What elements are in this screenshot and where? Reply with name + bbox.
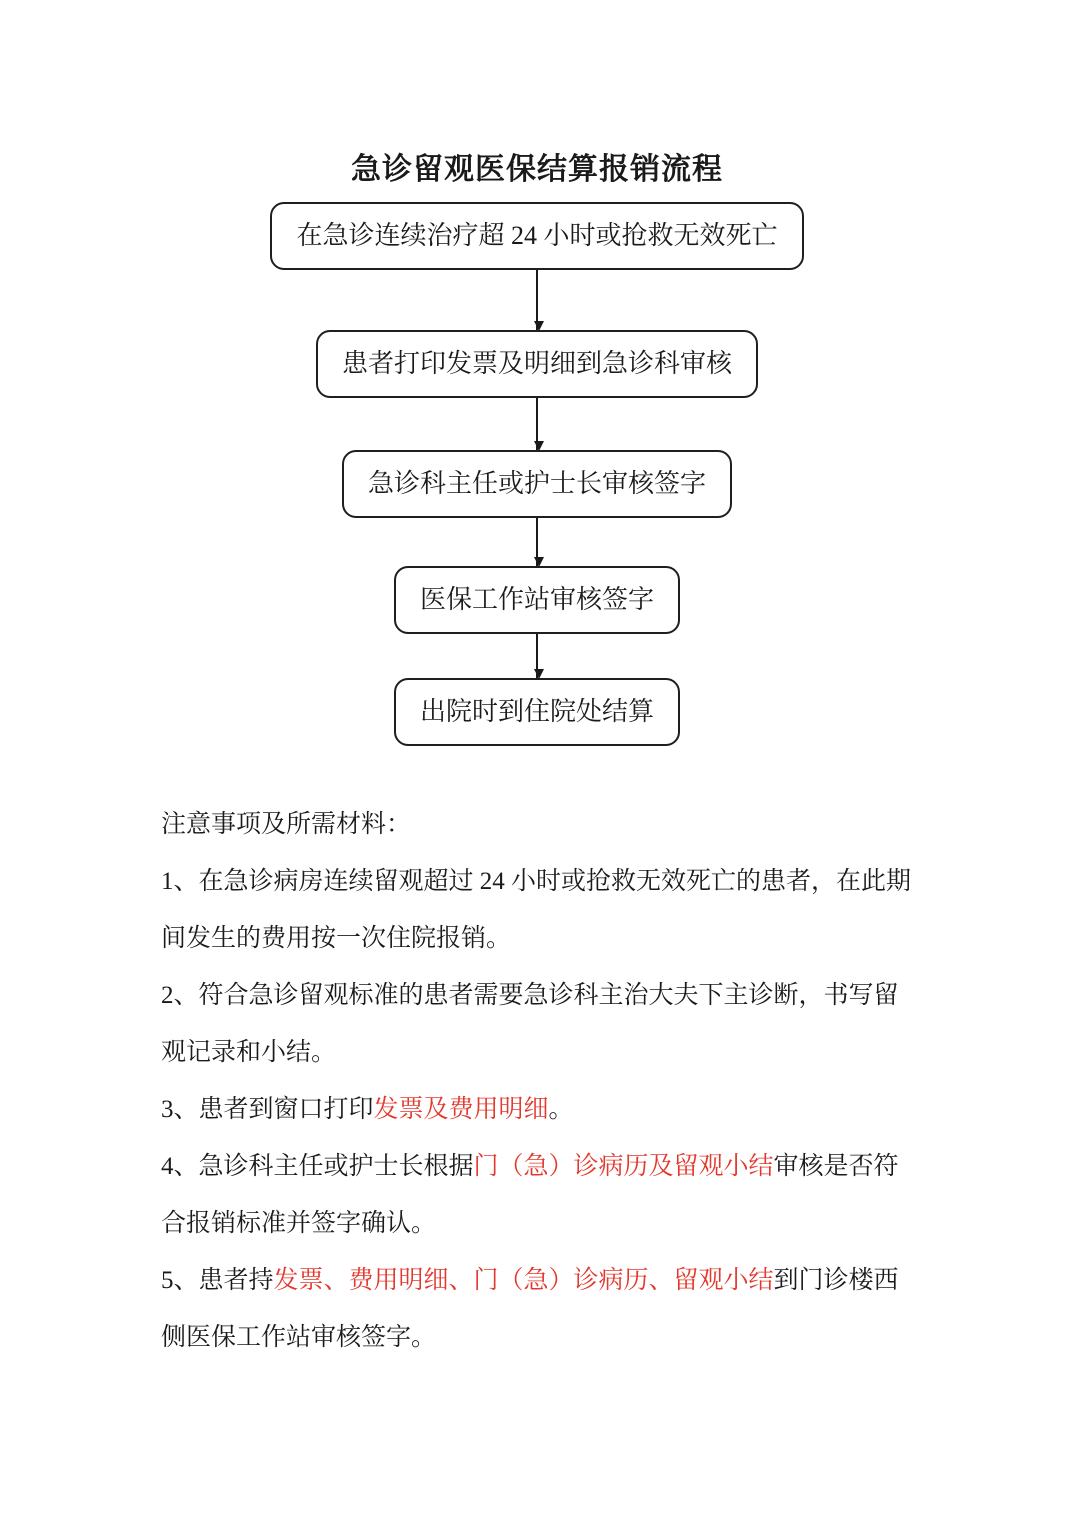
flow-step-4 [394,566,680,634]
note-text: 观记录和小结。 [161,1039,337,1066]
note-item-5-line-2 [161,1309,911,1366]
flow-step-5 [394,678,680,746]
note-item-2-line-1 [161,967,911,1024]
flow-step-1 [270,202,803,270]
note-text-highlight-red: 发票、费用明细、门（急）诊病历、留观小结 [273,1267,774,1294]
note-item-3-line-1 [161,1081,911,1138]
note-text-highlight-red: 门（急）诊病历及留观小结 [473,1153,774,1180]
note-item-4-line-2 [161,1195,911,1252]
flow-step-2-label: 患者打印发票及明细到急诊科审核 [341,349,732,378]
note-item-5-line-1 [161,1252,911,1309]
note-text: 2、符合急诊留观标准的患者需要急诊科主治大夫下主诊断，书写留 [161,982,899,1009]
note-text: 4、急诊科主任或护士长根据 [161,1153,474,1180]
note-item-4-line-1 [161,1138,911,1195]
note-text: 到门诊楼西 [773,1267,899,1294]
page-title: 急诊留观医保结算报销流程 [351,153,723,186]
down-arrow-icon [536,398,538,450]
down-arrow-icon [536,518,538,566]
note-item-1-line-2 [161,910,911,967]
down-arrow-icon [536,270,538,330]
note-text: 1、在急诊病房连续留观超过 24 小时或抢救无效死亡的患者，在此期 [161,868,912,895]
note-item-1-line-1 [161,853,911,910]
note-text: 3、患者到窗口打印 [161,1096,374,1123]
notes-header-text: 注意事项及所需材料： [161,811,412,838]
note-text: 侧医保工作站审核签字。 [161,1324,437,1351]
flow-step-1-label: 在急诊连续治疗超 24 小时或抢救无效死亡 [296,221,778,250]
flowchart [0,0,1074,746]
flow-step-3-label: 急诊科主任或护士长审核签字 [367,469,706,498]
note-text: 间发生的费用按一次住院报销。 [161,925,512,952]
note-text: 。 [548,1096,574,1123]
note-item-2-line-2 [161,1024,911,1081]
note-text-highlight-red: 发票及费用明细 [373,1096,549,1123]
down-arrow-icon [536,634,538,678]
notes-header [161,796,911,853]
note-text: 合报销标准并签字确认。 [161,1210,437,1237]
flow-step-5-label: 出院时到住院处结算 [419,697,654,726]
flow-step-4-label: 医保工作站审核签字 [419,585,654,614]
flow-step-2 [316,330,758,398]
notes-section [161,796,911,1366]
note-text: 审核是否符 [773,1153,899,1180]
flow-step-3 [342,450,732,518]
note-text: 5、患者持 [161,1267,274,1294]
